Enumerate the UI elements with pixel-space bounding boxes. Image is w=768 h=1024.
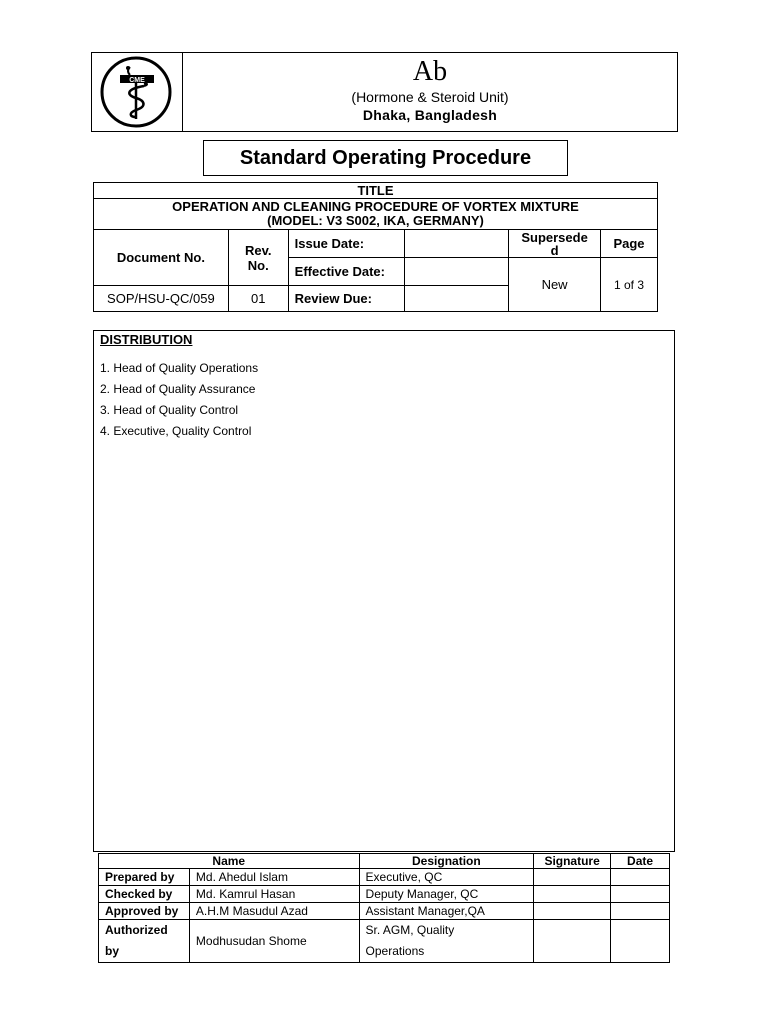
- organization-name: Ab: [412, 56, 448, 87]
- approval-role: Checked by: [99, 886, 190, 903]
- supersede-label-line-1: Supersede: [521, 229, 588, 245]
- document-no-value: SOP/HSU-QC/059: [94, 286, 229, 312]
- approval-table: [98, 853, 670, 963]
- approval-header-signature: Signature: [534, 854, 611, 869]
- approval-name: A.H.M Masudul Azad: [189, 903, 359, 920]
- page-label: Page: [601, 230, 658, 258]
- table-row: [99, 886, 670, 903]
- issue-date-label: Issue Date:: [288, 230, 405, 258]
- caduceus-logo-icon: [92, 53, 181, 131]
- distribution-item: 2. Head of Quality Assurance: [100, 382, 256, 396]
- table-row: [99, 869, 670, 886]
- table-row: [99, 903, 670, 920]
- review-due-value: [405, 286, 509, 312]
- approval-designation: Deputy Manager, QC: [359, 886, 534, 903]
- document-title-line-1: OPERATION AND CLEANING PROCEDURE OF VORTEX MIXTURE: [172, 199, 579, 214]
- effective-date-value: [405, 258, 509, 286]
- approval-designation: Assistant Manager,QA: [359, 903, 534, 920]
- approval-signature: [534, 869, 611, 886]
- approval-header-name: Name: [99, 854, 360, 869]
- approval-role-line-1: Authorized: [105, 923, 168, 937]
- title-label: TITLE: [94, 183, 658, 199]
- sop-heading: Standard Operating Procedure: [203, 140, 568, 176]
- approval-header-date: Date: [611, 854, 670, 869]
- logo-text: CME: [129, 77, 145, 84]
- logo-cell: [92, 53, 183, 131]
- organization-city: Dhaka, Bangladesh: [362, 107, 498, 123]
- approval-designation-line-2: Operations: [365, 944, 425, 958]
- approval-date: [611, 920, 670, 963]
- distribution-box: [93, 330, 675, 852]
- supersede-label: [509, 230, 601, 258]
- distribution-item: 1. Head of Quality Operations: [100, 361, 259, 375]
- document-title-line-2: (MODEL: V3 S002, IKA, GERMANY): [267, 213, 484, 228]
- supersede-value: New: [509, 258, 601, 312]
- approval-role: Prepared by: [99, 869, 190, 886]
- approval-signature: [534, 920, 611, 963]
- approval-date: [611, 903, 670, 920]
- approval-role: [99, 920, 190, 963]
- rev-label-line-2: No.: [247, 257, 269, 273]
- document-title: [94, 199, 658, 230]
- distribution-item: 3. Head of Quality Control: [100, 403, 239, 417]
- page-value: 1 of 3: [601, 258, 658, 312]
- review-due-label: Review Due:: [288, 286, 405, 312]
- approval-role: Approved by: [99, 903, 190, 920]
- rev-no-value: 01: [228, 286, 288, 312]
- supersede-label-line-2: d: [550, 242, 559, 258]
- issue-date-value: [405, 230, 509, 258]
- table-row: [99, 920, 670, 963]
- rev-no-label: [228, 230, 288, 286]
- approval-designation-line-1: Sr. AGM, Quality: [365, 923, 455, 937]
- approval-designation: [359, 920, 534, 963]
- distribution-title: DISTRIBUTION: [100, 332, 193, 347]
- document-header: [91, 52, 678, 132]
- approval-designation: Executive, QC: [359, 869, 534, 886]
- approval-name: Modhusudan Shome: [189, 920, 359, 963]
- approval-date: [611, 886, 670, 903]
- document-info-table: [93, 182, 658, 312]
- distribution-item: 4. Executive, Quality Control: [100, 424, 252, 438]
- effective-date-label: Effective Date:: [288, 258, 405, 286]
- approval-name: Md. Kamrul Hasan: [189, 886, 359, 903]
- approval-date: [611, 869, 670, 886]
- approval-signature: [534, 886, 611, 903]
- approval-name: Md. Ahedul Islam: [189, 869, 359, 886]
- organization-unit: (Hormone & Steroid Unit): [351, 89, 509, 105]
- rev-label-line-1: Rev.: [244, 242, 272, 258]
- approval-signature: [534, 903, 611, 920]
- approval-header-designation: Designation: [359, 854, 534, 869]
- document-no-label: Document No.: [94, 230, 229, 286]
- approval-role-line-2: by: [105, 944, 120, 958]
